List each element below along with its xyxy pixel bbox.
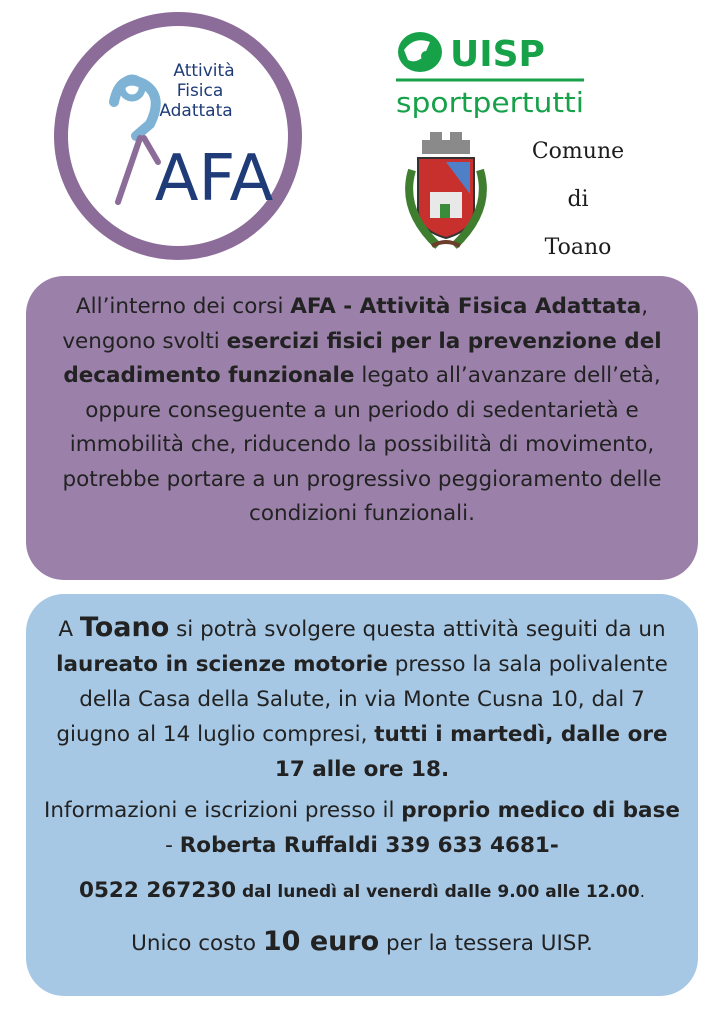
text-run: per la tessera UISP. [379,931,593,956]
cost-text [42,924,682,961]
cost-amount: 10 euro [262,926,380,957]
bold-run: AFA - Attività Fisica Adattata [290,294,642,319]
contact-person: Roberta Ruffaldi 339 633 4681- [179,833,559,858]
afa-logo [54,12,302,260]
schedule-time: tutti i martedì, dalle ore 17 alle ore 18. [274,722,668,782]
toano-info-box [26,594,698,996]
afa-text-line2: Fisica [176,81,224,101]
afa-text-line3: Adattata [159,101,233,121]
contact-text [42,793,682,863]
uisp-slogan: sportpertutti [396,86,584,119]
text-run: presso la sala polivalente della Casa della Salute, in via Monte Cusna 10, dal 7 giugno al 14 luglio compresi, [56,652,668,747]
text-run: - [165,833,180,858]
text-run: si potrà svolgere questa attività seguiti da un [169,617,666,642]
afa-description-box [26,276,698,580]
bold-run: laureato in scienze motorie [56,652,388,677]
uisp-emblem-icon [398,32,442,72]
comune-crest-icon [398,130,494,256]
afa-letters: AFA [154,142,274,216]
comune-line3: Toano [544,235,612,260]
afa-description-text [48,290,676,532]
phone-hours-text [42,873,682,910]
comune-label [518,128,638,272]
comune-line2: di [567,187,589,212]
text-run: Unico costo [131,931,263,956]
text-run: legato all’avanzare dell’età, oppure conseguente a un periodo di sedentarietà e immobilità che, riducendo la possibilità di movimento, potrebbe portare a un progressivo peggioramento delle condizioni funzionali. [62,363,662,526]
schedule-text [42,610,682,787]
text-run: , vengono svolti [62,294,649,354]
bold-run: proprio medico di base [401,798,680,823]
comune-line1: Comune [531,139,625,164]
phone-number: 0522 267230 [79,878,237,903]
text-run: Informazioni e iscrizioni presso il [44,798,402,823]
text-run: . [639,882,645,902]
text-run: All’interno dei corsi [75,294,291,319]
afa-text-line1: Attività [173,61,235,81]
text-run: A [58,617,80,642]
office-hours: dal lunedì al venerdì dalle 9.00 alle 12.00 [236,882,640,902]
uisp-logo [396,30,596,122]
location-name: Toano [79,612,170,643]
uisp-name: UISP [450,34,545,75]
bold-run: esercizi fisici per la prevenzione del decadimento funzionale [63,328,662,388]
